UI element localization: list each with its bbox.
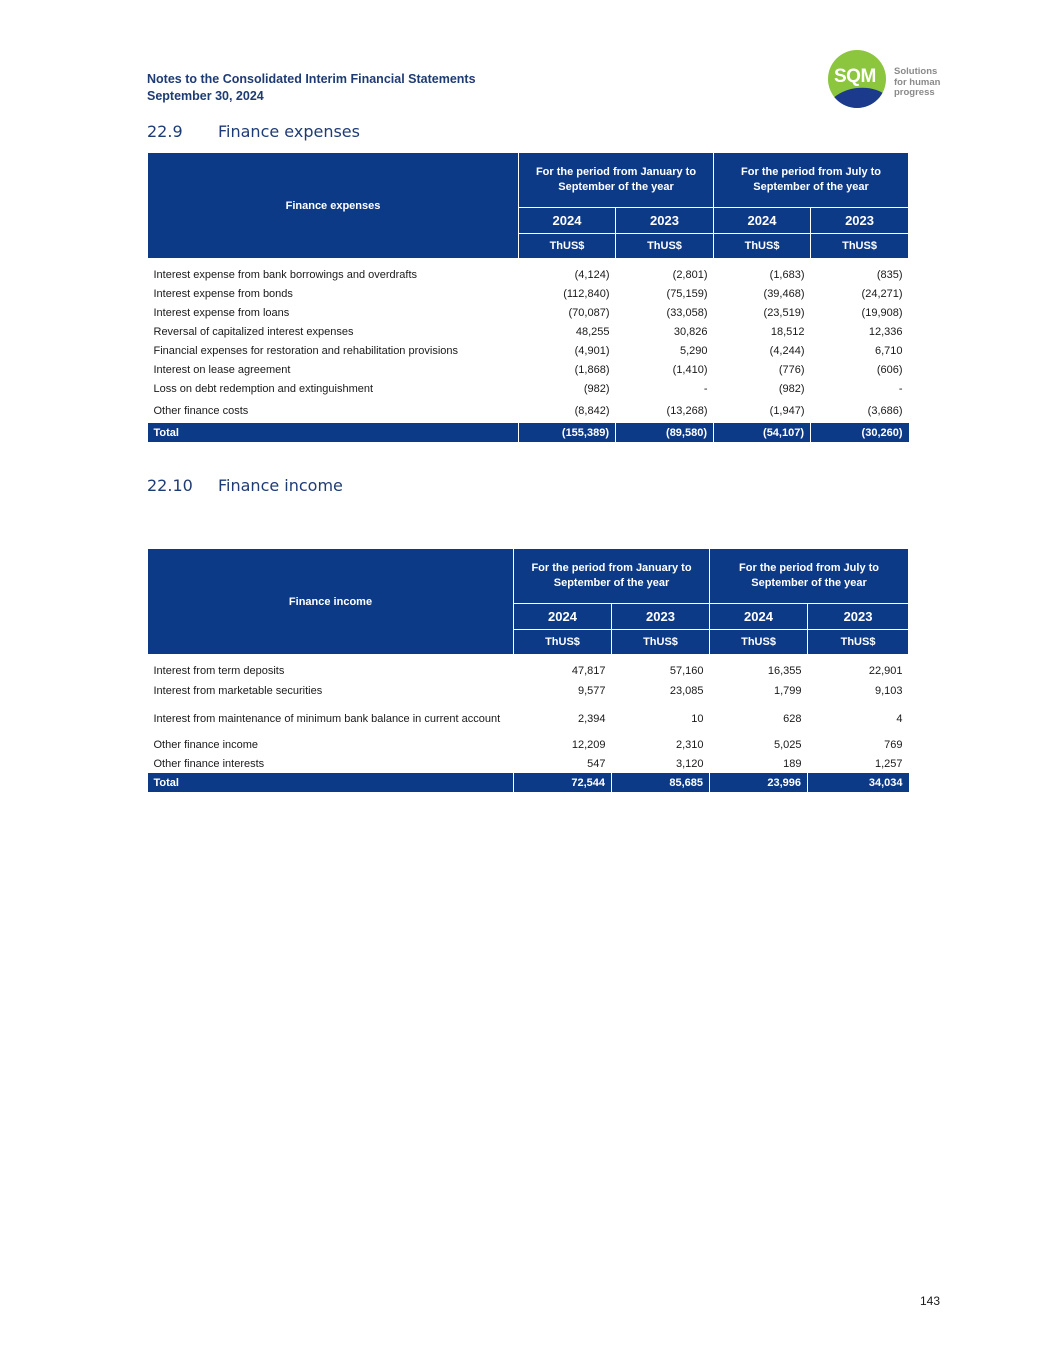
total-value: 34,034 — [808, 773, 909, 792]
section-title-finance-income — [147, 476, 343, 495]
cell-value: 4 — [896, 712, 903, 725]
unit-header: ThUS$ — [616, 234, 714, 259]
total-row — [148, 423, 909, 442]
cell-value: 628 — [783, 712, 802, 725]
total-row — [148, 773, 909, 792]
cell-value: 5,025 — [773, 738, 802, 751]
unit-header: ThUS$ — [519, 234, 616, 259]
header-date: September 30, 2024 — [147, 89, 264, 103]
cell-value: (39,468) — [763, 287, 805, 300]
unit-header: ThUS$ — [714, 234, 811, 259]
cell-value: 3,120 — [675, 757, 704, 770]
logo-mark-text: SQM — [834, 66, 876, 87]
table-row — [148, 379, 909, 398]
cell-value: 22,901 — [868, 664, 903, 677]
cell-value: (2,801) — [672, 268, 708, 281]
cell-value: 189 — [783, 757, 802, 770]
logo-tagline-line-1: Solutions — [894, 66, 938, 77]
section-heading: Finance income — [218, 476, 343, 495]
total-value: (30,260) — [811, 423, 909, 442]
total-value: 85,685 — [612, 773, 710, 792]
period-header-jan-sep: For the period from January to September of the year — [514, 549, 710, 604]
cell-value: (835) — [876, 268, 903, 281]
table-row — [148, 754, 909, 773]
cell-value: (606) — [876, 363, 903, 376]
cell-value: (13,268) — [666, 404, 708, 417]
section-heading: Finance expenses — [218, 122, 360, 141]
row-label: Interest from term deposits — [153, 664, 285, 677]
finance-income-table — [147, 548, 909, 792]
cell-value: 10 — [691, 712, 704, 725]
row-label: Other finance income — [153, 738, 259, 751]
finance-expenses-table — [147, 152, 909, 442]
year-header: 2023 — [612, 604, 710, 630]
cell-value: 1,799 — [773, 685, 802, 697]
total-value: 72,544 — [514, 773, 612, 792]
cell-value: 5,290 — [679, 344, 708, 357]
cell-value: (1,868) — [574, 363, 610, 376]
period-header-jul-sep: For the period from July to September of the year — [714, 153, 909, 208]
section-number: 22.10 — [147, 476, 193, 495]
unit-header: ThUS$ — [710, 630, 808, 655]
table-row — [148, 398, 909, 423]
cell-value: 12,336 — [868, 325, 903, 338]
cell-value: 547 — [587, 757, 606, 770]
header-title: Notes to the Consolidated Interim Financial Statements — [147, 72, 476, 86]
row-label: Financial expenses for restoration and rehabilitation provisions — [153, 344, 459, 357]
row-label: Reversal of capitalized interest expenses — [153, 325, 354, 338]
cell-value: 18,512 — [770, 325, 805, 338]
cell-value: (982) — [778, 382, 805, 395]
cell-value: - — [703, 382, 708, 395]
table-row — [148, 322, 909, 341]
logo-tagline-line-2: for human — [894, 76, 941, 88]
cell-value: (1,947) — [769, 404, 805, 417]
year-header: 2024 — [519, 208, 616, 234]
table-corner-header: Finance expenses — [148, 153, 519, 259]
table-corner-header: Finance income — [148, 549, 514, 655]
table-row — [148, 680, 909, 702]
year-header: 2024 — [714, 208, 811, 234]
cell-value: 2,394 — [577, 712, 606, 725]
cell-value: (3,686) — [867, 404, 903, 417]
page-number: 143 — [920, 1294, 941, 1308]
period-header-jul-sep: For the period from July to September of the year — [710, 549, 909, 604]
unit-header: ThUS$ — [811, 234, 909, 259]
cell-value: 48,255 — [575, 325, 610, 338]
cell-value: 769 — [884, 738, 903, 751]
cell-value: (24,271) — [861, 287, 903, 300]
cell-value: 47,817 — [571, 664, 606, 677]
cell-value: (1,683) — [769, 268, 805, 281]
cell-value: (982) — [583, 382, 610, 395]
table-row — [148, 341, 909, 360]
document-header — [147, 71, 476, 105]
row-label: Interest from maintenance of minimum bank balance in current account — [153, 712, 501, 725]
cell-value: (75,159) — [666, 287, 708, 300]
year-header: 2023 — [808, 604, 909, 630]
logo-tagline — [894, 67, 940, 99]
cell-value: 1,257 — [875, 757, 903, 770]
row-label: Interest expense from loans — [153, 306, 290, 319]
section-title-finance-expenses — [147, 122, 360, 141]
total-value: (89,580) — [616, 423, 714, 442]
cell-value: (776) — [778, 363, 805, 376]
cell-value: 23,085 — [669, 685, 704, 697]
cell-value: (8,842) — [574, 404, 610, 417]
cell-value: 9,103 — [875, 685, 903, 697]
table-row — [148, 303, 909, 322]
cell-value: (19,908) — [861, 306, 903, 319]
cell-value: 12,209 — [571, 738, 606, 751]
total-value: 23,996 — [710, 773, 808, 792]
cell-value: 9,577 — [577, 685, 606, 697]
sqm-logo — [826, 48, 956, 110]
cell-value: (4,901) — [574, 344, 610, 357]
cell-value: (112,840) — [563, 287, 610, 300]
year-header: 2023 — [811, 208, 909, 234]
cell-value: 6,710 — [875, 344, 903, 357]
cell-value: - — [898, 382, 903, 395]
year-header: 2024 — [514, 604, 612, 630]
logo-mark — [828, 50, 886, 108]
total-value: (155,389) — [519, 423, 616, 442]
year-header: 2024 — [710, 604, 808, 630]
table-row — [148, 265, 909, 284]
section-number: 22.9 — [147, 122, 183, 141]
cell-value: (33,058) — [666, 306, 708, 319]
period-header-jan-sep: For the period from January to September of the year — [519, 153, 714, 208]
cell-value: 30,826 — [673, 325, 708, 338]
cell-value: (1,410) — [672, 363, 708, 376]
logo-tagline-line-3: progress — [894, 87, 935, 98]
cell-value: (23,519) — [763, 306, 805, 319]
total-label: Total — [148, 423, 519, 442]
table-row — [148, 360, 909, 379]
row-label: Other finance interests — [153, 757, 265, 770]
cell-value: 57,160 — [669, 664, 704, 677]
table-row — [148, 735, 909, 754]
unit-header: ThUS$ — [514, 630, 612, 655]
cell-value: 16,355 — [767, 664, 802, 677]
row-label: Interest on lease agreement — [153, 363, 291, 376]
row-label: Interest from marketable securities — [153, 685, 323, 697]
cell-value: (4,124) — [574, 268, 610, 281]
table-row — [148, 661, 909, 680]
cell-value: (70,087) — [568, 306, 610, 319]
unit-header: ThUS$ — [612, 630, 710, 655]
table-row — [148, 284, 909, 303]
row-label: Interest expense from bonds — [153, 287, 293, 300]
cell-value: 2,310 — [675, 738, 704, 751]
unit-header: ThUS$ — [808, 630, 909, 655]
year-header: 2023 — [616, 208, 714, 234]
cell-value: (4,244) — [769, 344, 805, 357]
total-value: (54,107) — [714, 423, 811, 442]
row-label: Interest expense from bank borrowings and overdrafts — [153, 268, 418, 281]
total-label: Total — [148, 773, 514, 792]
table-row — [148, 702, 909, 735]
row-label: Loss on debt redemption and extinguishment — [153, 382, 374, 395]
row-label: Other finance costs — [153, 404, 249, 417]
